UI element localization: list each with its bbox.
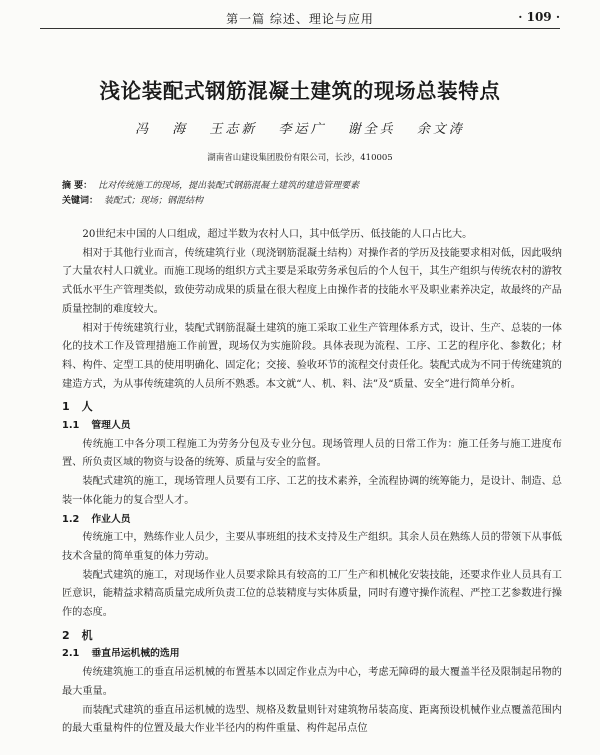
section-number: 2 bbox=[62, 628, 70, 642]
keywords-text: 装配式；现场；钢混结构 bbox=[104, 196, 204, 206]
page-number: · 109 · bbox=[518, 10, 560, 24]
subsection-number: 1.2 bbox=[62, 513, 80, 525]
paragraph: 20世纪末中国的人口组成，超过半数为农村人口，其中低学历、低技能的人口占比大。 bbox=[82, 229, 473, 240]
subsection-heading bbox=[62, 417, 562, 436]
subsection-title: 管理人员 bbox=[91, 420, 131, 432]
paragraph: 传统施工中，熟练作业人员少，主要从事班组的技术支持及生产组织。其余人员在熟练人员的带领下从事低技术含量的简单重复的体力劳动。 bbox=[62, 532, 562, 562]
subsection-number: 1.1 bbox=[62, 420, 80, 432]
section-heading bbox=[62, 627, 562, 646]
abstract-text: 比对传统施工的现场，提出装配式钢筋混凝土建筑的建造管理要素 bbox=[98, 181, 360, 191]
abstract-label: 摘 要： bbox=[62, 181, 93, 191]
paragraph: 传统施工中各分项工程施工为劳务分包及专业分包。现场管理人员的日常工作为：施工任务与施工进度布置、所负责区域的物资与设备的统筹、质量与安全的监督。 bbox=[62, 438, 562, 469]
subsection-title: 垂直吊运机械的选用 bbox=[91, 648, 180, 660]
abstract-block bbox=[62, 179, 560, 209]
keywords-label: 关键词： bbox=[62, 196, 99, 206]
paragraph: 装配式建筑的施工，对现场作业人员要求除具有较高的工厂生产和机械化安装技能，还要求作业人员具有工匠意识，能精益求精高质量完成所负责工位的总装精度与实体质量，同时有遵守操作流程、严控工艺参数进行操作的态度。 bbox=[62, 569, 562, 619]
paragraph: 相对于传统建筑行业，装配式钢筋混凝土建筑的施工采取工业生产管理体系方式，设计、生产、总装的一体化的技术工作及管理措施工作前置，现场仅为实施阶段。具体表现为流程、工序、工艺的程序化、参数化；材料、构件、定型工具的使用明确化、固定化；交接、验收环节的流程交付责任化。装配式成为不同于传统建筑的建造方式，为从事传统建筑的人员所不熟悉。本文就“人、机、料、法”及“质量、安全”进行简单分析。 bbox=[62, 322, 562, 390]
body-text bbox=[62, 226, 562, 739]
section-heading bbox=[62, 398, 562, 417]
subsection-title: 作业人员 bbox=[91, 513, 131, 525]
subsection-number: 2.1 bbox=[62, 648, 80, 660]
affiliation: 湖南省山建设集团股份有限公司，长沙，410005 bbox=[207, 153, 393, 163]
paragraph: 装配式建筑的施工，现场管理人员要有工序、工艺的技术素养，全流程协调的统筹能力，是设计、制造、总装一体化能力的复合型人才。 bbox=[62, 476, 562, 506]
section-title: 机 bbox=[81, 628, 93, 642]
subsection-heading bbox=[62, 645, 562, 664]
paragraph: 传统建筑施工的垂直吊运机械的布置基本以固定作业点为中心，考虑无障碍的最大覆盖半径及限制起吊物的最大重量。 bbox=[62, 667, 562, 697]
paragraph: 而装配式建筑的垂直吊运机械的选型、规格及数量则针对建筑物吊装高度、距离预设机械作业点覆盖范围内的最大重量构件的位置及最大作业半径内的构件重量、构件起吊点位 bbox=[62, 704, 562, 735]
subsection-heading bbox=[62, 511, 562, 530]
keywords bbox=[62, 194, 560, 209]
abstract bbox=[62, 179, 560, 194]
paragraph: 相对于其他行业而言，传统建筑行业（现浇钢筋混凝土结构）对操作者的学历及技能要求相对低，因此吸纳了大量农村人口就业。而施工现场的组织方式主要是采取劳务承包后的个人包干，其生产组织与传统农村的游牧式低水平生产管理类似，致使劳动成果的质量在很大程度上由操作者的技能水平及职业素养决定，故最终的产品质量控制的难度较大。 bbox=[62, 247, 562, 315]
running-header-title: 第一篇 综述、理论与应用 bbox=[226, 12, 374, 26]
section-number: 1 bbox=[62, 400, 70, 414]
authors: 冯 海 王志新 李运广 谢全兵 余文涛 bbox=[135, 122, 465, 137]
running-header bbox=[40, 4, 560, 29]
section-title: 人 bbox=[81, 400, 93, 414]
paper-title: 浅论装配式钢筋混凝土建筑的现场总装特点 bbox=[99, 79, 501, 103]
